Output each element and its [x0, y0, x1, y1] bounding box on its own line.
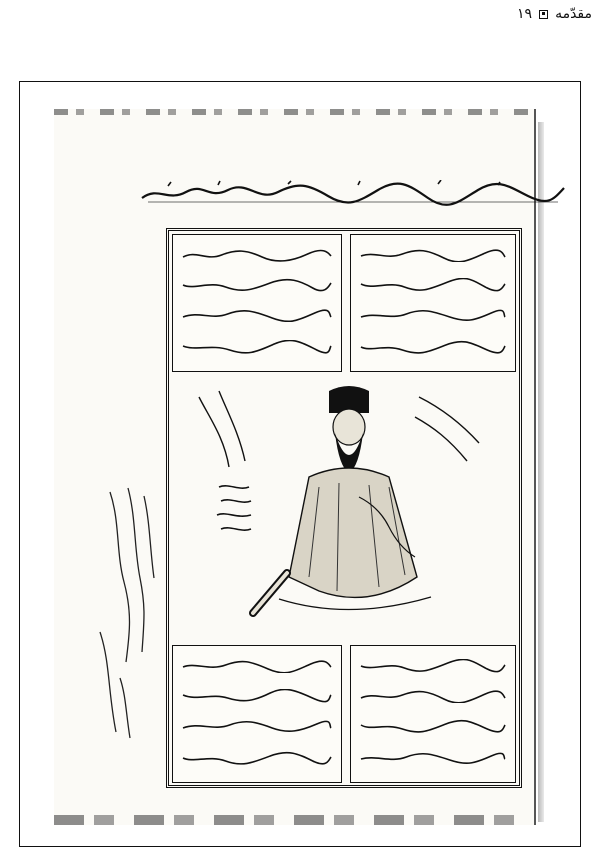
margin-handwriting [80, 482, 176, 742]
verse-line [181, 307, 333, 321]
verse-line [181, 688, 333, 702]
chapter-title: مقدّمه [555, 6, 592, 22]
verse-cell-top-left [172, 234, 342, 372]
verse-cell-top-right [350, 234, 516, 372]
verse-line [359, 688, 507, 702]
verse-line [359, 750, 507, 764]
verse-line [359, 658, 507, 672]
verse-line [359, 277, 507, 291]
verse-line [359, 339, 507, 353]
verse-line [359, 247, 507, 261]
verse-line [181, 247, 333, 261]
square-bullet-icon [539, 10, 548, 19]
verse-line [181, 658, 333, 672]
verse-line [181, 718, 333, 732]
verse-line [181, 339, 333, 353]
framed-panel [166, 228, 522, 788]
manuscript-plate [19, 81, 581, 847]
running-header [517, 6, 592, 22]
verse-line [181, 750, 333, 764]
verse-cell-bottom-right [350, 645, 516, 783]
verse-line [359, 307, 507, 321]
verse-cell-bottom-left [172, 645, 342, 783]
calligraphic-title-band [138, 180, 568, 206]
verse-line [359, 718, 507, 732]
page-edge-shadow [538, 122, 544, 822]
verse-line [181, 277, 333, 291]
page-number: ۱۹ [517, 6, 533, 22]
portrait-illustration [169, 377, 519, 635]
